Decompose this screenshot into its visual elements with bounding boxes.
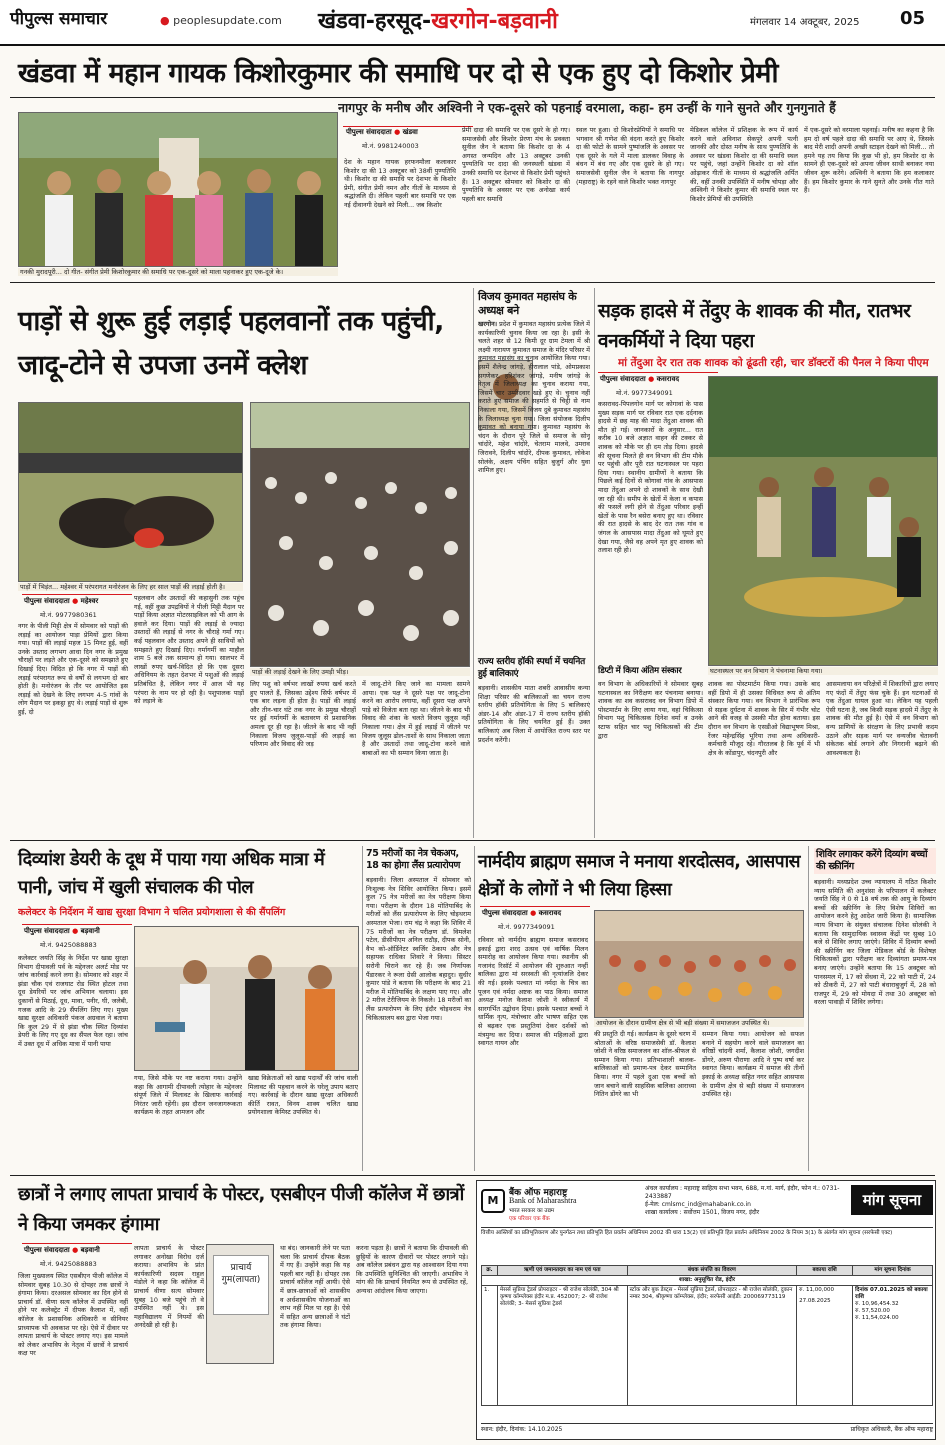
story3-body2: बड़वानी। शासकीय माता शबरी आवासीय कन्या शिक्षा परिसर की बालिकाओं का चयन राज्य स्तरीय हॉकी प्रतियोगिता के लिए 5 बालिकाएं अंडर-14 और अंडर-17 में राज्य स्तरीय हॉकी प्रतियोगिता के लिए चयनित हुई हैं। उक्त बालिकाएं अब जिला में आयोजित राज्य स्तर पर प्रदर्शन करेंगी। (478, 684, 590, 744)
story9-mobile: मो.नं. 9425088883 (40, 1260, 97, 1268)
story1-col1: देश के महान गायक हरफनमौला कलाकार किशोर दा की 13 अक्टूबर को 38वीं पुण्यतिथि थी। किशोर दा की समाधि पर देशभर के किशोर प्रेमी, संगीत प्रेमी नमन और गीतों के माध्यम से श्रद्धांजलि दी। लेकिन पहली बार समाधि पर एक नई दीवानगी देखने को मिली... जब किशोर (344, 158, 456, 209)
story5-photo (134, 926, 359, 1071)
story2-mobile: मो.नं. 9977980361 (40, 611, 97, 619)
story1-mobile: मो.नं. 9981240003 (362, 142, 419, 150)
story4-caption: घटनास्थल पर वन विभाग ने पंचनामा किया गया। (708, 667, 938, 675)
story7-headline: नार्मदीय ब्राह्मण समाज ने मनाया शरदोत्सव, आसपास क्षेत्रों के लोगों ने भी लिया हिस्सा (478, 852, 800, 900)
story3-headline: विजय कुमावत महासंघ के अध्यक्ष बने (478, 290, 577, 317)
bank-logo-icon: M (481, 1189, 505, 1213)
story7-col3: सम्मान किया गया। आयोजन को सफल बनाने में सहयोग करने वाले समाजजन का वरिष्ठों चांदनी शर्मा, कैलाश जोशी, जगदीश डोंगरे, अरुण पौराणा आदि ने पुष्प वर्षा कर स्वागत किया। कार्यक्रम में समाज की तीनों इकाई के अध्यक्ष सहित नगर सहित आसपास के ग्रामीण क्षेत्र से बड़ी संख्या में समाजजन उपस्थित रहे। (702, 1030, 804, 1099)
bullet-icon: ● (72, 597, 79, 605)
story1-photo (18, 112, 338, 267)
story2-photo-left (18, 402, 243, 582)
story7-photo (594, 910, 804, 1018)
story4-col1: कसरावद-पिपलगोन मार्ग पर कोगावां के पास मुख्य सड़क मार्ग पर रविवार रात एक दर्दनाक हादसे में छह माह की मादा तेंदुआ शावक की मौत हो गई। जानकारों के अनुसार... रात करीब 10 बजे अज्ञात वाहन की टक्कर से शावक को मौके पर ही दम तोड़ दिया। हादसे की सूचना मिलते ही वन विभाग की टीम मौके पर पहुंची और पूरी रात घटनास्थल पर पहरा दिया गया। स्थानीय ग्रामीणों ने बताया कि पिछले कई दिनों से कोगावां गांव के आसपास मादा तेंदुआ अपने दो शावकों के साथ देखी जा रही थी। समीप के खेतों में केला व कपास की फसलें लगी होने से तेंदुआ परिवार इन्हीं खेतों के पास रैन बसेरा बनाए हुए था। रविवार की रात हादसे के बाद देर रात तक गांव व जंगल के आसपास मादा तेंदुआ को घूमते हुए देखा गया, जैसे वह अपने मृत हुए शावक को तलाश रही हो। (598, 400, 703, 555)
notice-title: मांग सूचना (851, 1185, 933, 1215)
story9-byline: पीपुल्स संवाददाता ● बड़वानी (24, 1246, 100, 1254)
story4-photo (708, 376, 938, 666)
wedding-photo-image (19, 113, 338, 267)
story1-byline: पीपुल्स संवाददाता ● खंडवा (346, 128, 418, 136)
newspaper-logo (10, 6, 160, 38)
story7-byline: पीपुल्स संवाददाता ● कसरावद (482, 909, 562, 917)
story9-col1: जिला मुख्यालय स्थित एसबीएन पीजी कॉलेज में सोमवार सुबह 10.30 से दोपहर तक छात्रों ने हंगामा किया। दरअसल सोमवार का दिन होने से प्राचार्य डॉ. वीणा सत्य कॉलेज में उपस्थित नहीं होने पर कलेक्ट्रेट में दीपक कैलाश में, वहीं कॉलेज के प्रशासनिक अधिकारी व सीनियर प्राध्यापक भी अवकाश पर रहे। ऐसे में दीवार पर लापता प्राचार्य के पोस्टर लगाए गए। इस मामले को लेकर अभाविप के नेतृत्व में छात्रों ने प्राचार्य कक्ष पर (18, 1272, 128, 1358)
buffalo-fight-image (19, 403, 243, 582)
bullet-icon: ● (530, 909, 537, 917)
story9-col4: करना पड़ता है। छात्रों ने बताया कि दीपावली की छुट्टियों के कारण दीवारों पर पोस्टर लगाने पड़े। अब कॉलेज प्रबंधन द्वारा यह आश्वासन दिया गया कि उपस्थिति सुनिश्चित की जाएगी। अभाविप ने मांग की कि प्राचार्य नियमित रूप से उपस्थित रहें, अन्यथा आंदोलन किया जाएगा। (356, 1244, 468, 1295)
story7-mobile: मो.नं. 9977349091 (498, 923, 555, 931)
story5-subhead: कलेक्टर के निर्देशन में खाद्य सुरक्षा विभाग ने चलित प्रयोगशाला से की सैंपलिंग (18, 907, 286, 918)
page-number: 05 (900, 8, 926, 29)
story6-body: बड़वानी। जिला अस्पताल में सोमवार को निःशुल्क नेत्र शिविर आयोजित किया। इसमें कुल 75 नेत्र मरीजों का नेत्र परीक्षण किया गया। परीक्षण के दौरान 18 मोतियाबिंद के मरीजों को लैंस प्रत्यारोपण के लिए चोइथराम अस्पताल भेजा। राम चंद्र ने कहा कि शिविर में 75 मरीजों का नेत्र परीक्षण डॉ. विमलेश पटेल, डीसीपीएम अनिल राठौड़, दीपक सोनी, वैभ को-ऑर्डिनेटर स्वर्जिर ठेकाय और नेत्र सहायक राधिका शिवारे ने किया। सिस्टर सरोनी चिराने कर रहे हैं। जब निर्णायक पैंडारकर ने रूला ग्रेसी आलोक बहादुर। सुधीर कुमार पांडे ने बताया कि परीक्षण के बाद 21 मरीज में मोतियाबिंद के लक्षण पाए गए। और 2 मरीज टेरीजियम के निकले। 18 मरीजों का लैंस प्रत्यारोपण के लिए इंदौर चोइथराम नेत्र चिकित्सालय बस द्वारा भेजा गया। (366, 876, 471, 1022)
story2-col2: पहलवान और उस्तादों की कहासुनी तक पहुंच गई, वहीं कुछ उपद्रवियों ने पीली मिट्टी मैदान पर पाड़ों किया अज्ञात मोटरसाइकिल को भी आग के हवाले कर दिया। पाड़ों की लड़ाई से ज्यादा उस्तादों की लड़ाई से नगर के चौराहे गर्मा गए। कई पहलवान और उस्ताद अपने ही साथियों को समझाते हुए दिखाई दिए। गर्मागर्मी का माहौल शाम 5 बजे तक सामान्य हो गया। सालभर में लाखों रुपए खर्च-विदित हो कि एक दूसरा अधिनियम के तहत देशभर में पशुओं की लड़ाई प्रतिबंधित है, लेकिन नगर में आज भी यह परंपरा के नाम पर हो रही है। पशुपालक पाड़ों को लड़ाने के (134, 594, 244, 706)
story8-body: बड़वानी। मध्यप्रदेश उच्च न्यायालय में गठित किशोर न्याय समिति की अनुशंसा के परिपालन में कलेक्टर जयति सिंह ने 0 से 18 वर्ष तक की आयु के दिव्यांग बच्चों की स्क्रीनिंग के लिए विशेष शिविरों का आयोजन करने हेतु आदेश जारी किया है। सामाजिक न्याय विभाग के संयुक्त संचालक दिनेश सोलंकी ने बताया कि सामुदायिक स्वास्थ्य केंद्रों पर सुबह 10 बजे से शिविर लगाए जाएंगे। शिविर में दिव्यांग बच्चों की स्क्रीनिंग कर जिला मेडिकल बोर्ड के विशेषज्ञ चिकित्सकों द्वारा परीक्षण कर दिव्यांगता प्रमाण-पत्र बनाए जाएंगे। उन्होंने बताया कि 15 अक्टूबर को पानसमल में, 17 को सेंधवा में, 22 को पाटी में, 24 को ठीकरी में, 27 को पाटी बंधाराबुजुर्ग में, 28 को राजपुर में, 29 को मोयदा में तथा 30 अक्टूबर को वरला पावाड़ी में शिविर लगेगा। (814, 878, 936, 1007)
story7-caption: आयोजन के दौरान ग्रामीण क्षेत्र से भी बड़ी संख्या में समाजजन उपस्थित थे। (594, 1019, 804, 1027)
story5-col3: खाद्य विक्रेताओं को खाद्य पदार्थों की जांच वाली मिलावट की पहचान करने के घरेलू उपाय बताए गए। कार्रवाई के दौरान खाद्य सुरक्षा अधिकारी कीर्ति रावत, विनय शाक्य चलित खाद्य प्रयोगशाला केमिस्ट उपस्थित थे। (248, 1074, 358, 1117)
story1-col5: में एक-दूसरे को वरमाला पहनाई। मनीष का कहना है कि हम दो वर्ष पहले दादा की समाधि पर आए थे, जिसके बाद मेरी शादी अपनी अच्छी स्टाइल देखने को मिली... तो हमने यह तय किया कि कुछ भी हो, हम किशोर दा के सामने ही एक-दूसरे को अपना जीवन साथी बनाकर नया जीवन शुरू करेंगे। अश्विनी ने बताया कि हम कलाकार हैं। हम किशोर कुमार के गाने सुनते और उनके गीत गाते हैं। (804, 126, 934, 195)
story2-photo-right (250, 402, 470, 667)
notice-table-header: क्र. ऋणी एवं जमानतदार का नाम एवं पता बंधक संपत्ति का विवरण बकाया राशि मांग सूचना दिनांक (482, 1266, 933, 1276)
story2-byline: पीपुल्स संवाददाता ● महेश्वर (24, 597, 99, 605)
notice-intro: वित्तीय आस्तियों का प्रतिभूतिकरण और पुनर्गठन तथा प्रतिभूति हित प्रवर्तन अधिनियम 2002 की धारा 13(2) एवं प्रतिभूति हित प्रवर्तन अधिनियम 2002 के नियम 3(1) के अंतर्गत मांग सूचना (सरफेसी एक्ट) (481, 1227, 933, 1263)
story4-crosshead: डिप्टी में किया अंतिम संस्कार (598, 666, 682, 676)
story4-col2: वन विभाग के अधिकारियों ने सोमवार सुबह घटनास्थल का निरीक्षण कर पंचनामा बनाया। शावक का शव कसरावद वन विभाग डिपो में पोस्टमार्टम के लिए लाया गया, वहां चिकित्सा विभाग पशु चिकित्सक दिनेश वर्मा व उनके स्टाफ सहित चार पशु चिकित्सकों की टीम द्वारा (598, 680, 703, 740)
story2-col4: में जादू-टोने किए जाने का मामला सामने आया। एक पक्ष ने दूसरे पक्ष पर जादू-टोना करने का आरोप लगाया, वहीं दूसरा पक्ष अपने पाड़े को विजेता बता रहा था। जीतने के बाद भी विवाद की शंका के चलते विजय जुलूस नहीं निकाला गया। क्षेत्र में हुई लड़ाई में जीतने पर विजय जुलूस ढोल-ताशों के साथ निकाला जाता है और उस्तादों तथा जादू-टोना करने वाले बाबाओं का भी सम्मान किया जाता है। (362, 680, 470, 757)
story8-headline: शिविर लगाकर करेंगे दिव्यांग बच्चों की स्क्रीनिंग (814, 848, 936, 874)
story1-col4: मेडिकल कॉलेज में प्रशिक्षक के रूप में कार्य करने वाले अविनाश सेकपुरे अपनी पत्नी जानकी और दोस्त मनीष के साथ पुण्यतिथि के अवसर पर खंडवा किशोर दा की समाधि स्थल पर पहुंचे, जहां उन्होंने किशोर दा को शॉल ओढ़ाकर गीतों के माध्यम से श्रद्धांजलि अर्पित की, वहीं उनकी उपस्थिति में मनीष चोपड़ा और अश्विनी ने किशोर कुमार की समाधि स्थल पर किशोर प्रेमियों की उपस्थिति (690, 126, 798, 203)
story5-headline: दिव्यांश डेयरी के दूध में पाया गया अधिक मात्रा में पानी, जांच में खुली संचालक की पोल (18, 849, 325, 898)
story5-col2: गया, जिसे मौके पर नष्ट कराया गया। उन्होंने कहा कि आगामी दीपावली त्योहार के मद्देनजर संपूर्ण जिले में मिलावट के खिलाफ कार्रवाई निरंतर जारी रहेंगी। इस दौरान जनजागरूकता कार्यक्रम के तहत आमजन और (134, 1074, 242, 1117)
website-label[interactable]: ● peoplesupdate.com (160, 14, 282, 27)
bank-logo: M बैंक ऑफ महाराष्ट्र Bank of Maharashtra भारत सरकार का उद्यम एक परिवार एक बैंक (481, 1185, 641, 1225)
story7-col1: रविवार को नार्मदीय ब्राह्मण समाज कसरावद इकाई द्वारा शरद उत्सव एवं वार्षिक मिलन समारोह का आयोजन किया गया। स्थानीय श्री गजानंद रिसॉर्ट में आयोजन की शुरुआत नन्हीं बालिका द्वारा मां सरस्वती की नृत्यांजलि देकर की गई। इसके पश्चात मां नर्मदा के चित्र का पूजन एवं नर्मदा अष्टक का पाठ किया। समाज अध्यक्ष मनोज कैलाश जोशी ने स्वीकार्य में सारगर्भित उद्बोधन दिया। इसके पश्चात बच्चों ने धार्मिक नृत्य, मंत्रोच्चार और भाषण सहित एक से बढ़कर एक प्रस्तुतियां देकर दर्शकों को मंत्रमुग्ध कर दिया। समाज की महिलाओं द्वारा स्वागत गायन और (478, 936, 588, 1048)
bank-address: अंचल कार्यालय : महाराष्ट्र साहित्य सभा भवन, 688, म.गां. मार्ग, इंदौर, फोन नं.: 0731-2433887 ई-मेल: cmlsmc_ind@mahabank.co.in शाखा कार्यालय : सर्वोत्तम 1501, विजय नगर, इंदौर (645, 1185, 840, 1216)
story9-col3: था बंद। जानकारी लेने पर पता चला कि प्राचार्य दीपक बैठक में गए हैं। उन्होंने कहा कि यह पहली बार नहीं है। दोपहर तक प्राचार्य कॉलेज नहीं आयी। ऐसे में छात्र-छात्राओं को शासकीय व अर्धशासकीय योजनाओं का लाभ नहीं मिल पा रहा है। ऐसे में सहित अन्य छात्राओं ने घंटों तक हंगामा किया। (280, 1244, 350, 1330)
bullet-icon: ● (648, 375, 655, 383)
table-row: शाखा: अनुसूचित रोड, इंदौर (482, 1276, 933, 1286)
missing-poster: प्राचार्य गुम(लापता) (213, 1255, 269, 1315)
bullet-icon: ● (72, 927, 79, 935)
notice-footer: स्थान: इंदौर, दिनांक: 14.10.2025 प्राधिकृत अधिकारी, बैंक ऑफ महाराष्ट्र (481, 1423, 933, 1434)
story7-col2: की प्रस्तुति दी गई। कार्यक्रम के दूसरे चरण में श्रोताओं के वरिष्ठ समाजसेवी डॉ. कैलाश जोशी ने वरिष्ठ समाजजन का शॉल-श्रीफल से सम्मान किया गया। प्रतिभाशाली बालक-बालिकाओं को प्रमाण-पत्र देकर सम्मानित किया। नगर में पहले दुआ एक बच्चों को जान बचाने वाली साहसिक बालिका आराध्या नितिन डोंगरे का भी (594, 1030, 696, 1099)
story9-headline: छात्रों ने लगाए लापता प्राचार्य के पोस्टर, एसबीएन पीजी कॉलेज में छात्रों ने किया जमकर हंगामा (18, 1184, 464, 1235)
story4-mobile: मो.नं. 9977349091 (616, 389, 673, 397)
story1-subhead: नागपुर के मनीष और अश्विनी ने एक-दूसरे को पहनाई वरमाला, कहा- हम उन्हीं के गाने सुनते और गुनगुनाते हैं (338, 100, 836, 115)
story2-headline: पाड़ों से शुरू हुई लड़ाई पहलवानों तक पहुंची, जादू-टोने से उपजा उनमें क्लेश (18, 306, 444, 381)
masthead (0, 0, 945, 46)
story5-mobile: मो.नं. 9425088883 (40, 941, 97, 949)
story1-headline: खंडवा में महान गायक किशोरकुमार की समाधि पर दो से एक हुए दो किशोर प्रेमी (18, 58, 778, 89)
bank-notice-ad (476, 1180, 936, 1440)
story9-poster-photo (206, 1244, 274, 1364)
story1-col2: प्रेमी दादा की समाधि पर एक दूसरे के हो गए। समाजसेवी और किशोर प्रेरणा मंच के प्रवक्ता सुनील जैन ने बताया कि किशोर दा के 4 अगस्त जन्मदिन और 13 अक्टूबर उनकी पुण्यतिथि पर दादा की जनस्थली खंडवा में उनकी समाधि पर देशभर से किशोर प्रेमी पहुंचते हैं। 13 अक्टूबर सोमवार को किशोर दा की पुण्यतिथि के अवसर पर एक अनोखा कार्य पहली बार समाधि (462, 126, 570, 203)
notice-table (481, 1265, 933, 1406)
section-title: खंडवा-हरसूद-खरगोन-बड़वानी (318, 9, 558, 34)
bullet-icon: ● (72, 1246, 79, 1254)
leopard-postmortem-image (709, 377, 938, 666)
gathering-image (595, 911, 804, 1018)
story5-byline: पीपुल्स संवाददाता ● बड़वानी (24, 927, 100, 935)
story1-caption: गनकी मुरादपूरी... दो गीत- संगीत प्रेमी किशोरकुमार की समाधि पर एक-दूसरे को माला पहनाकर हुए एक-दूजे के। (18, 268, 338, 276)
crowd-image (251, 403, 470, 667)
story9-col2: लापता प्राचार्य के पोस्टर लगाकर अनोखा विरोध दर्ज कराया। अभाविप के प्रांत कार्यकारिणी सदस्य राहुल मंडोले ने कहा कि कॉलेज में प्राचार्य वीणा सत्य सोमवार सुबह 10 बजे पहुंचे तो वे उपस्थित नहीं थे। इस महाविद्यालय में नियमों की अनदेखी हो रही है। (134, 1244, 204, 1330)
story6-headline: 75 मरीजों का नेत्र चेकअप, 18 का होगा लैंस प्रत्यारोपण (366, 848, 461, 871)
logo-text: पीपुल्स समाचार (10, 9, 108, 29)
story2-col3: लिए पशु को वर्षभर लाखों रुपया खर्च करते हुए पालते हैं, जिसका उद्देश्य सिर्फ वर्षभर में एक बार लड़ना ही होता है। पाड़ों की लड़ाई और तीन-चार घंटे तक नगर के प्रमुख चौराहों पर हुई गर्मागर्मी के बतावरण से प्रशासनिक अमला दूर ही रहा है। जीतने के बाद भी नहीं निकाला विजय जुलूस-पाड़ों की लड़ाई का परिणाम और विवाद की जड़ (250, 680, 356, 749)
story2-caption-left: पाड़ों में भिड़ंत... महेश्वर में परंपरागत मनोरंजन के लिए हर साल पाड़ों की लड़ाई होती है। (18, 583, 243, 591)
story1-col3: स्थल पर हुआ। दो किशोरप्रेमियों ने समाधि पर भगवान श्री गणेश की वंदना करते हुए किशोर दा की फोटो के सामने पुष्पांजलि के अवसर पर एक दूसरे के गले में माला डालकर विवाह के बंधन में बंध गए और एक दूसरे के हो गए। समाजसेवी सुनील जैन ने बताया कि नागपुर (महाराष्ट्र) के रहने वाले किशोर भक्त नागपुर (576, 126, 684, 186)
story5-col1: कलेक्टर जयति सिंह के निर्देश पर खाद्य सुरक्षा विभाग दीपावली पर्व के मद्देनजर अलर्ट मोड पर जांच कार्रवाई करने लगा है। सोमवार को शहर में झंडा चौक एवं राजघाट रोड स्थित होटल तथा दूध डेयरियों पर जांच अभियान चलाया। इस दुकानों से मिठाई, दूध, मावा, पनीर, घी, जलेबी, गजक आदि के 29 सैंपलिंग लिए गए। मुख्य खाद्य सुरक्षा अधिकारी पंकज अग्रवाल ने बताया कि कुल 29 में से झंडा चौक स्थित दिव्यांश डेयरी के लिए गए दूध का सैंपल फेल रहा। जांच में उक्त दूध में अधिक मात्रा में पानी पाया (18, 954, 128, 1048)
story2-col1: नगर के पीली मिट्टी क्षेत्र में सोमवार को पाड़ों की लड़ाई का आयोजन पाड़ा प्रेमियों द्वारा किया गया। पाड़ों की लड़ाई महज 15 मिनट हुई, वहीं उनके उस्ताद लगभग आधा दिन नगर के प्रमुख चौराहों पर लड़ते और एक-दूसरे को समझाते हुए दिखाई दिए। विदित हो कि नगर में पाड़ों की लड़ाई परंपरागत रूप से वर्षों से लगभग दो बार होती है। मनोरंजन के तौर पर आयोजित इस लड़ाई को देखने के लिए लगभग 4-5 गांवों के लोग मैदान पर इकट्ठा हुए थे। लड़ाई पाड़ों से शुरू हुई, दो (18, 622, 128, 716)
story4-subhead: मां तेंदुआ देर रात तक शावक को ढूंढती रही, चार डॉक्टरों की पैनल ने किया पीएम (618, 357, 929, 369)
story4-col3: शावक का पोस्टमार्टम किया गया। उसके बाद वहीं डिपो में ही उसका विधिवत रूप से अंतिम संस्कार किया गया। वन विभाग ने प्रारंभिक रूप से सड़क दुर्घटना में शावक के सिर में गंभीर चोट आने की वजह से उसकी मौत होना बताया। इस दौरान वन विभाग के एसडीओ विद्याभूषण मिश्रा, रेंजर महेन्द्रसिंह भूरिया तथा अन्य अधिकारी-कर्मचारी मौजूद रहे। गौरतलब है कि पूर्व में भी क्षेत्र के कोंडापुर, चंदनपुरी और (708, 680, 820, 757)
story3-subhead: राज्य स्तरीय हॉकी स्पर्धा में चयनित हुई बालिकाएं (478, 657, 585, 679)
story3-body: खरगोन। प्रदेश में कुमावत महासंघ प्रत्येक जिले में कार्यकारिणी चुनाव किया जा रहा है। इसी के चलते शहर से 12 किमी दूर ग्राम टेमला में श्री लक्ष्मी नारायण कुमावत समाज के मंदिर परिसर में कुमावत महासंघ का चुनाव आयोजित किया गया। इसमें शैलेन्द्र जांगड़े, हीरालाल पांडे, ओमप्रकाश सगणेकर, हरिशंकर जांगड़े, मनीष जांगड़े के नेतृत्व में जिलाध्यक्ष का चुनाव कराया गया, जिसमें चार उम्मीदवार खड़े हुए थे। चुनाव नहीं कराते हुए समाज की सहमति से चिट्ठी से नाम निकाला गया, जिसमें विजय दुबे कुमावत महासंघ के जिलाध्यक्ष चुना गया। जिला संयोजक दिलीप कुमावत को बनाया गया। कुमावत महासंघ के चंदन के दौरान पूरे जिले से समाज के सोनू चांदोरे, महेश चांदोरे, चेतराम मालवे, उमराव जिरावने, दिलीप चांदोरे, दीपक कुमावत, लोकेश सोलंके, अक्षय पंचिंग सहित बुजुर्ग और युवा शामिल हुए। (478, 320, 590, 475)
story4-col4: आसमलाया वन परिक्षेत्रों में शिकारियों द्वारा लगाए गए फंदों में तेंदुए फंस चुके हैं। इन घटनाओं से एक तेंदुआ घायल हुआ था। लेकिन यह पहली ऐसी घटना है, जब किसी सड़क हादसे में तेंदुए के शावक की मौत हुई है। ऐसे में वन विभाग को वन्य प्राणियों के संरक्षण के लिए प्रभावी कदम उठाने और सड़क मार्ग पर वन्यजीव चेतावनी संकेतक बोर्ड लगाने और निगरानी बढ़ाने की आवश्यकता है। (826, 680, 938, 757)
bullet-icon: ● (394, 128, 401, 136)
story4-headline: सड़क हादसे में तेंदुए के शावक की मौत, रातभर वनकर्मियों ने दिया पहरा (598, 300, 911, 352)
food-testing-image (135, 927, 359, 1071)
issue-date: मंगलवार 14 अक्टूबर, 2025 (750, 17, 860, 28)
story4-byline: पीपुल्स संवाददाता ● कसरावद (600, 375, 680, 383)
globe-icon: ● (160, 14, 170, 27)
table-row: 1. मेसर्स सुप्रिया ट्रेडर्स प्रोपराइटर - श्री राजेश सोलंकी, 304 श्री कृष्णा कॉम्प्लेक्स इंदौर म.प्र. 452007; 2- श्री राजेश सोलंकी; 3- मेसर्स सुप्रिया ट्रेडर्स स्टॉक और बुक डेब्ट्स - मेसर्स सुप्रिया ट्रेडर्स, प्रोपराइटर - श्री राजेश सोलंकी, दुकान नम्बर 304, श्रीकृष्णा कॉम्प्लेक्स, इंदौर; सरफेसी आईडी: 200069773119 रु. 11,00,000 27.08.2025 दिनांक 07.01.2025 को बकाया राशि रु. 10,96,454.32 रु. 57,520.00 रु. 11,54,024.00 (482, 1286, 933, 1406)
story2-caption-right: पाड़ों की लड़ाई देखने के लिए उमड़ी भीड़। (250, 668, 470, 676)
